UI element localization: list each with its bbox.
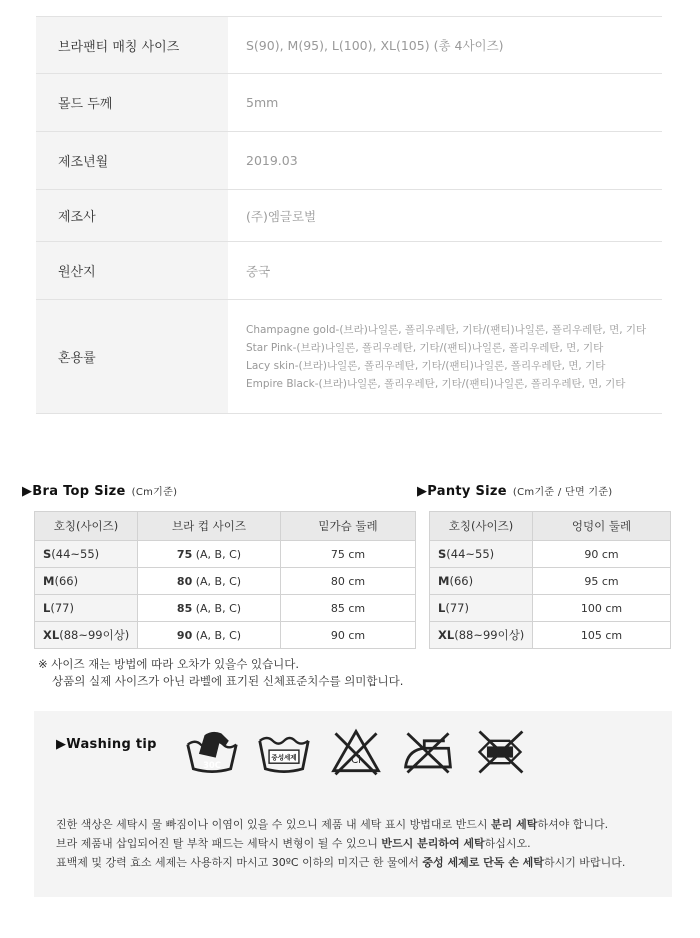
size-cell: S(44~55) [430, 541, 533, 568]
bra-size-title-text: ▶Bra Top Size [22, 484, 126, 499]
column-header: 밑가슴 둘레 [281, 512, 416, 541]
panty-size-subtitle: (Cm기준 / 단면 기준) [512, 487, 613, 498]
table-header-row [430, 512, 671, 541]
column-header: 엉덩이 둘레 [533, 512, 671, 541]
svg-text:중성세제: 중성세제 [271, 753, 297, 762]
cup-cell: 90 (A, B, C) [138, 622, 281, 649]
size-note-line: ※ 사이즈 재는 방법에 따라 오차가 있을수 있습니다. [38, 657, 300, 671]
underbust-cell: 75 cm [281, 541, 416, 568]
washing-instruction-line: 표백제 및 강력 효소 세제는 사용하지 마시고 30ºC 이하의 미지근 한 물에서 중성 세제로 단독 손 세탁하시기 바랍니다. [56, 856, 626, 869]
material-line: Champagne gold-(브라)나일론, 폴리우레탄, 기타/(팬티)나일론, 폴리우레탄, 면, 기타 [246, 323, 647, 336]
spec-value-material-lines [228, 300, 662, 413]
hip-cell: 105 cm [533, 622, 671, 649]
spec-row-material [36, 300, 662, 414]
spec-value: 중국 [246, 263, 271, 279]
table-header-row [35, 512, 416, 541]
spec-value: (주)엠글로벌 [246, 208, 317, 224]
column-header: 호칭(사이즈) [35, 512, 138, 541]
size-cell: XL(88~99이상) [430, 622, 533, 649]
spec-row-manufacturer [36, 190, 662, 242]
washing-instruction-line: 브라 제품내 삽입되어진 탈 부착 패드는 세탁시 변형이 될 수 있으니 반드시 분리하여 세탁하십시오. [56, 837, 531, 850]
spec-label: 원산지 [36, 242, 228, 299]
size-cell: M(66) [430, 568, 533, 595]
spec-row-manufacture-date [36, 132, 662, 190]
washing-instruction-line: 진한 색상은 세탁시 물 빠짐이나 이염이 있을 수 있으니 제품 내 세탁 표시 방법대로 반드시 분리 세탁하셔야 합니다. [56, 818, 609, 831]
spec-label: 혼용률 [36, 300, 228, 413]
column-header: 브라 컵 사이즈 [138, 512, 281, 541]
hip-cell: 95 cm [533, 568, 671, 595]
table-row [430, 622, 671, 649]
column-header: 호칭(사이즈) [430, 512, 533, 541]
panty-size-title [417, 483, 613, 499]
table-row [35, 595, 416, 622]
size-cell: L(77) [430, 595, 533, 622]
size-cell: S(44~55) [35, 541, 138, 568]
spec-row-mold-thickness [36, 74, 662, 132]
bra-size-title [22, 483, 177, 499]
material-line: Empire Black-(브라)나일론, 폴리우레탄, 기타/(팬티)나일론, 폴리우레탄, 면, 기타 [246, 377, 626, 390]
washing-instructions [56, 815, 625, 872]
bra-size-subtitle: (Cm기준) [131, 487, 178, 498]
no-iron-icon [400, 725, 456, 779]
hip-cell: 100 cm [533, 595, 671, 622]
care-symbols [184, 725, 528, 779]
table-row [430, 568, 671, 595]
table-row [35, 541, 416, 568]
neutral-detergent-icon [256, 725, 312, 779]
washing-tip-title: ▶Washing tip [56, 737, 157, 752]
panty-size-title-text: ▶Panty Size [417, 484, 507, 499]
material-line: Lacy skin-(브라)나일론, 폴리우레탄, 기타/(팬티)나일론, 폴리우레탄, 면, 기타 [246, 359, 606, 372]
table-row [430, 595, 671, 622]
table-row [35, 568, 416, 595]
no-dry-clean-icon [472, 725, 528, 779]
no-bleach-icon [328, 725, 384, 779]
size-cell: L(77) [35, 595, 138, 622]
table-row [430, 541, 671, 568]
cup-cell: 80 (A, B, C) [138, 568, 281, 595]
underbust-cell: 85 cm [281, 595, 416, 622]
cup-cell: 85 (A, B, C) [138, 595, 281, 622]
material-line: Star Pink-(브라)나일론, 폴리우레탄, 기타/(팬티)나일론, 폴리우레탄, 면, 기타 [246, 341, 604, 354]
spec-label: 브라팬티 매칭 사이즈 [36, 17, 228, 73]
hand-wash-30c-icon [184, 725, 240, 779]
washing-tip-panel [34, 711, 672, 897]
spec-value: S(90), M(95), L(100), XL(105) (총 4사이즈) [246, 38, 504, 53]
size-cell: XL(88~99이상) [35, 622, 138, 649]
product-spec-table [36, 16, 662, 414]
spec-label: 몰드 두께 [36, 74, 228, 131]
hip-cell: 90 cm [533, 541, 671, 568]
spec-row-matching-size [36, 17, 662, 74]
panty-size-table [429, 511, 671, 649]
table-row [35, 622, 416, 649]
svg-text:Cl: Cl [350, 754, 362, 767]
spec-value: 2019.03 [246, 153, 298, 168]
spec-label: 제조사 [36, 190, 228, 241]
size-note-line: 상품의 실제 사이즈가 아닌 라벨에 표기된 신체표준치수를 의미합니다. [52, 674, 404, 688]
spec-row-origin [36, 242, 662, 300]
spec-label: 제조년월 [36, 132, 228, 189]
underbust-cell: 80 cm [281, 568, 416, 595]
spec-value: 5mm [246, 95, 279, 110]
size-cell: M(66) [35, 568, 138, 595]
cup-cell: 75 (A, B, C) [138, 541, 281, 568]
underbust-cell: 90 cm [281, 622, 416, 649]
size-note [38, 656, 403, 690]
svg-text:30C: 30C [203, 759, 221, 770]
bra-size-table [34, 511, 416, 649]
